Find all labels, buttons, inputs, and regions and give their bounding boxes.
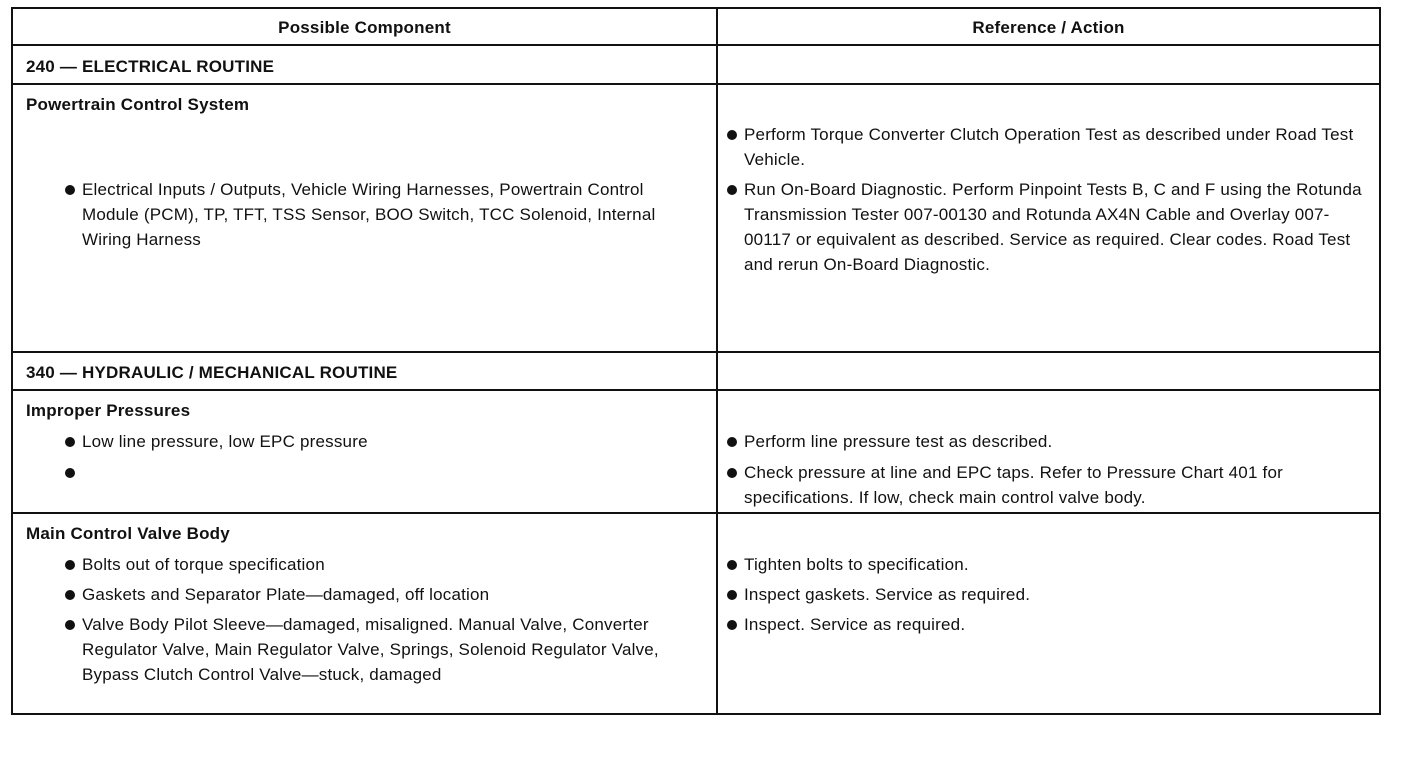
component-pilot-sleeve: Valve Body Pilot Sleeve—damaged, misaligned. Manual Valve, Converter Regulator Valve, Main Regulator Valve, Springs, Solenoid Regulator Valve, Bypass Clutch Control Valve—stuck, damaged	[82, 612, 702, 687]
group-title-powertrain: Powertrain Control System	[26, 95, 250, 114]
component-electrical-inputs: Electrical Inputs / Outputs, Vehicle Wiring Harnesses, Powertrain Control Module (PCM), TP, TFT, TSS Sensor, BOO Switch, TCC Solenoid, Internal Wiring Harness	[82, 177, 702, 252]
action-inspect-service: Inspect. Service as required.	[744, 612, 1364, 637]
bullet-icon	[65, 468, 75, 478]
group-title-improper-pressures: Improper Pressures	[26, 401, 191, 420]
action-tighten-bolts: Tighten bolts to specification.	[744, 552, 1364, 577]
component-gaskets: Gaskets and Separator Plate—damaged, off location	[82, 582, 702, 607]
action-inspect-gaskets: Inspect gaskets. Service as required.	[744, 582, 1364, 607]
action-onboard-diagnostic: Run On-Board Diagnostic. Perform Pinpoint Tests B, C and F using the Rotunda Transmission Tester 007-00130 and Rotunda AX4N Cable and Overlay 007-00117 or equivalent as described. Service as required. Clear codes. Road Test and rerun On-Board Diagnostic.	[744, 177, 1364, 277]
bullet-icon	[727, 560, 737, 570]
action-check-pressure: Check pressure at line and EPC taps. Refer to Pressure Chart 401 for specifications. If low, check main control valve body.	[744, 460, 1364, 510]
bullet-icon	[727, 620, 737, 630]
column-header-component: Possible Component	[278, 18, 451, 37]
electrical-section-rule	[13, 351, 1379, 353]
section-title-electrical: 240 — ELECTRICAL ROUTINE	[26, 57, 275, 76]
bullet-icon	[65, 185, 75, 195]
bullet-icon	[727, 590, 737, 600]
column-header-action: Reference / Action	[972, 18, 1125, 37]
group-title-valve-body: Main Control Valve Body	[26, 524, 230, 543]
pressures-section-rule	[13, 512, 1379, 514]
section-title-hydraulic: 340 — HYDRAULIC / MECHANICAL ROUTINE	[26, 363, 398, 382]
column-divider	[716, 9, 718, 713]
action-tcc-test: Perform Torque Converter Clutch Operation Test as described under Road Test Vehicle.	[744, 122, 1364, 172]
header-rule	[13, 44, 1379, 46]
action-line-pressure-test: Perform line pressure test as described.	[744, 429, 1364, 454]
bullet-icon	[727, 185, 737, 195]
bullet-icon	[65, 560, 75, 570]
bullet-icon	[65, 590, 75, 600]
hydraulic-title-rule	[13, 389, 1379, 391]
component-bolts: Bolts out of torque specification	[82, 552, 702, 577]
bullet-icon	[65, 620, 75, 630]
electrical-title-rule	[13, 83, 1379, 85]
diagnosis-table	[11, 7, 1381, 715]
bullet-icon	[727, 468, 737, 478]
bullet-icon	[727, 130, 737, 140]
bullet-icon	[65, 437, 75, 447]
component-low-line-pressure: Low line pressure, low EPC pressure	[82, 429, 702, 454]
bullet-icon	[727, 437, 737, 447]
